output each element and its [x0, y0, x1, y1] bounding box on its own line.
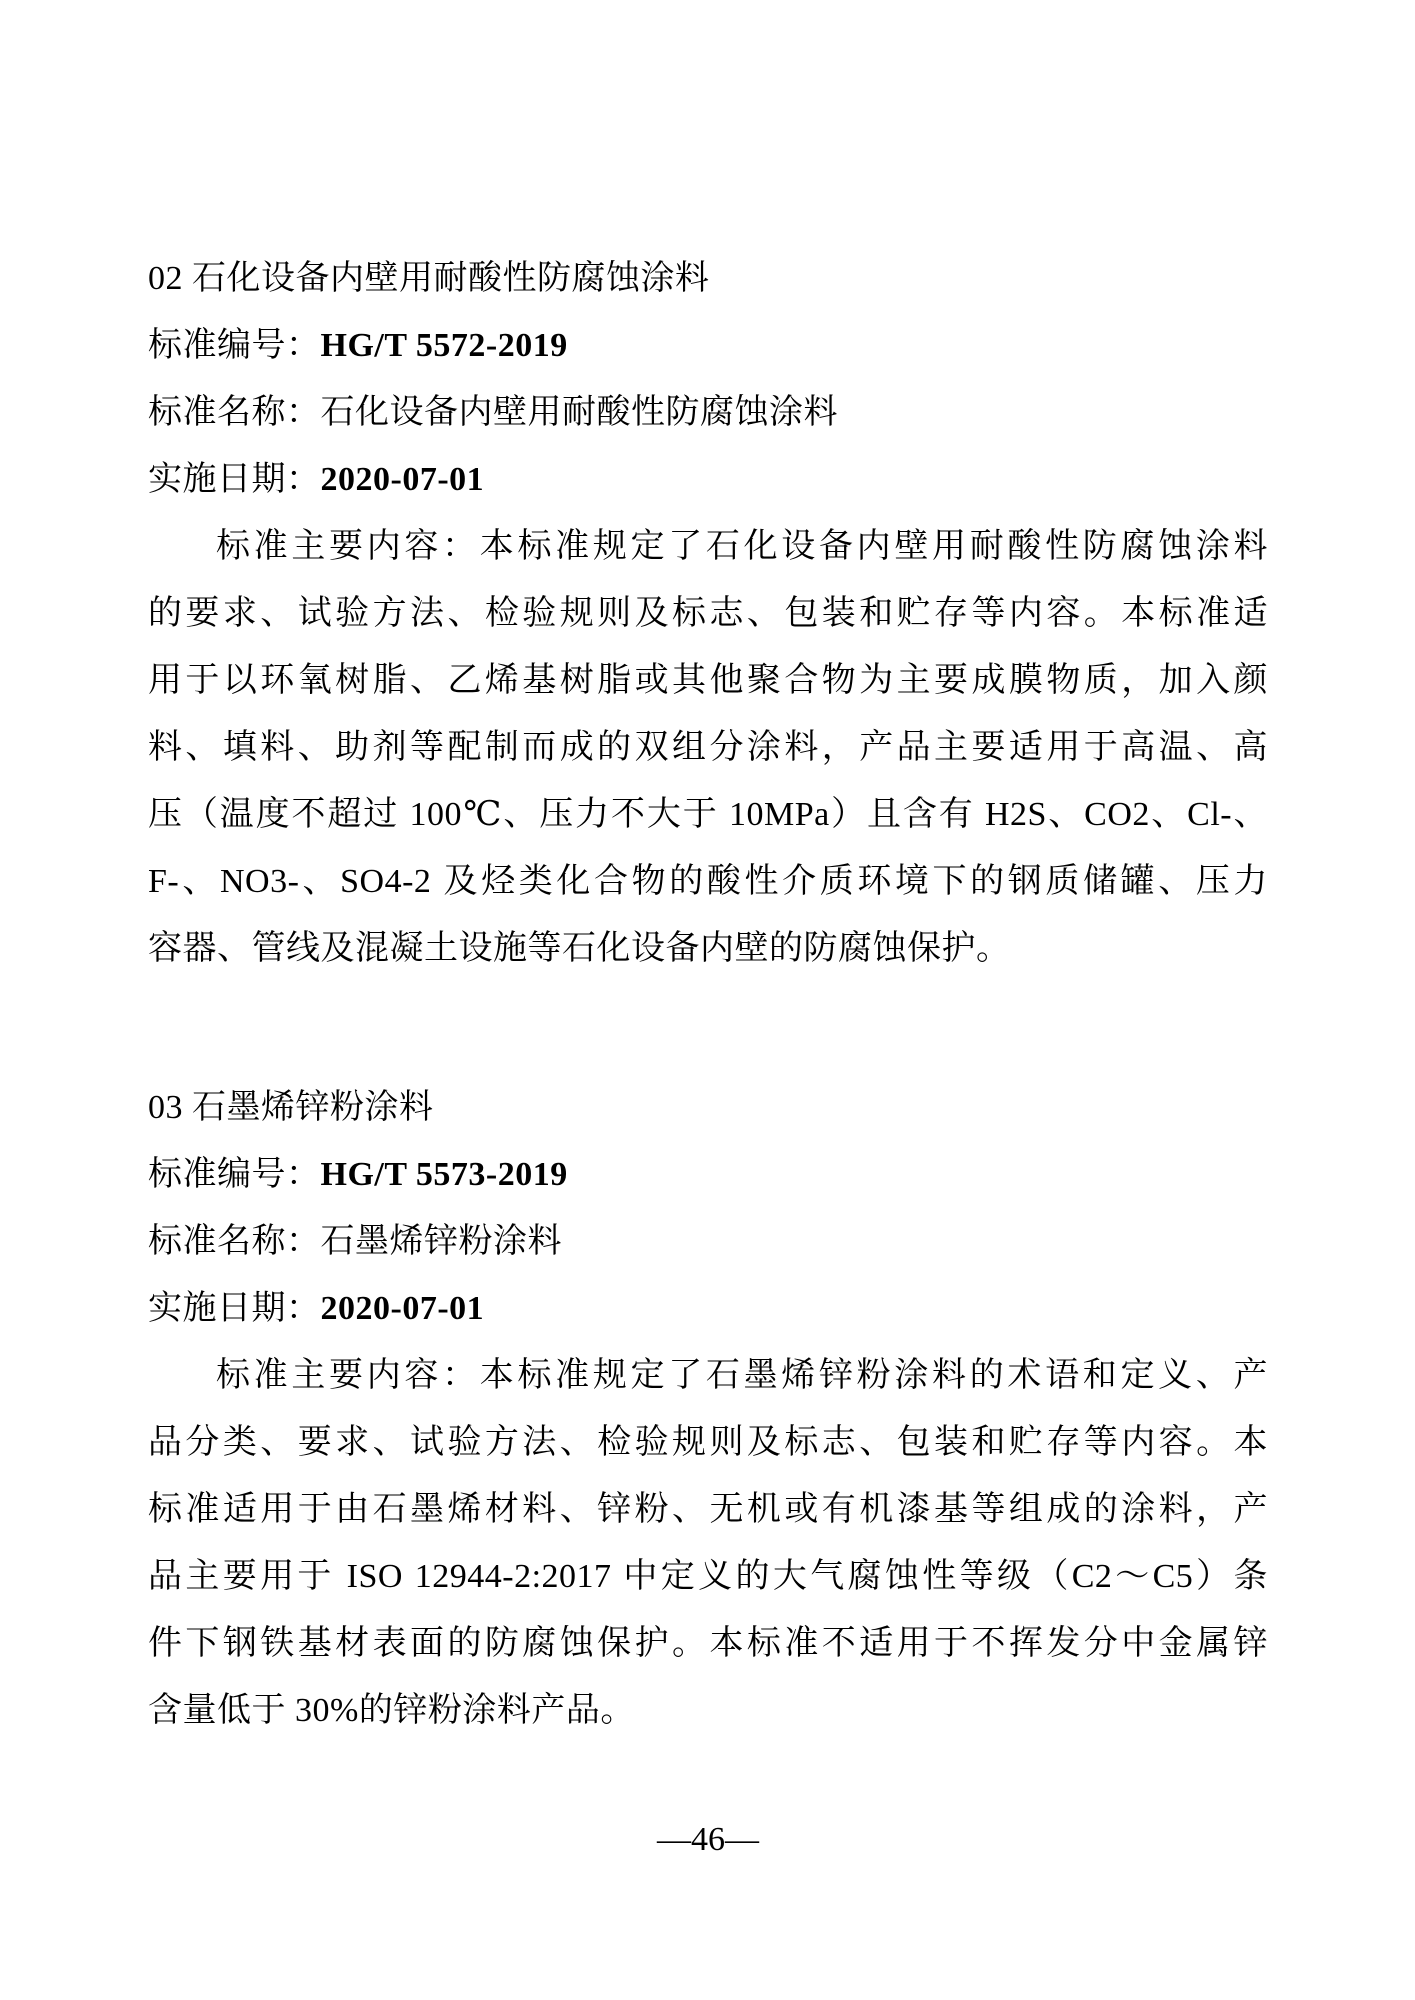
paragraph-line: 用于以环氧树脂、乙烯基树脂或其他聚合物为主要成膜物质，加入颜	[148, 662, 1268, 699]
paragraph-line: 容器、管线及混凝土设施等石化设备内壁的防腐蚀保护。	[148, 930, 1011, 967]
standard-number-label: 标准编号：	[148, 327, 321, 364]
paragraph-line: 件下钢铁基材表面的防腐蚀保护。本标准不适用于不挥发分中金属锌	[148, 1625, 1268, 1662]
standard-number-value: HG/T 5572-2019	[320, 327, 568, 364]
section-divider-space	[148, 982, 1268, 1074]
implementation-date-label: 实施日期：	[148, 1290, 321, 1327]
standard-number-label: 标准编号：	[148, 1156, 321, 1193]
standard-number-row	[148, 312, 1268, 379]
paragraph-line: F-、NO3-、SO4-2 及烃类化合物的酸性介质环境下的钢质储罐、压力	[148, 863, 1268, 900]
standard-name-row	[148, 1208, 1268, 1275]
implementation-date-row	[148, 1275, 1268, 1342]
implementation-date-label: 实施日期：	[148, 461, 321, 498]
paragraph-line: 标准主要内容：本标准规定了石墨烯锌粉涂料的术语和定义、产	[216, 1357, 1268, 1394]
paragraph-line: 的要求、试验方法、检验规则及标志、包装和贮存等内容。本标准适	[148, 595, 1268, 632]
implementation-date-row	[148, 446, 1268, 513]
section-03	[148, 1074, 1268, 1744]
standard-name-value: 石墨烯锌粉涂料	[320, 1223, 562, 1260]
footer-space	[148, 1744, 1268, 1806]
paragraph-line: 含量低于 30%的锌粉涂料产品。	[148, 1692, 635, 1729]
standard-name-value: 石化设备内壁用耐酸性防腐蚀涂料	[320, 394, 838, 431]
paragraph-line: 压（温度不超过 100℃、压力不大于 10MPa）且含有 H2S、CO2、Cl-、	[148, 796, 1268, 833]
implementation-date-value: 2020-07-01	[320, 461, 485, 498]
section-paragraph	[148, 1342, 1268, 1744]
standard-name-row	[148, 379, 1268, 446]
standard-number-value: HG/T 5573-2019	[320, 1156, 568, 1193]
standard-name-label: 标准名称：	[148, 1223, 321, 1260]
paragraph-line: 品分类、要求、试验方法、检验规则及标志、包装和贮存等内容。本	[148, 1424, 1268, 1461]
page-number: —46—	[657, 1821, 759, 1858]
standard-number-row	[148, 1141, 1268, 1208]
implementation-date-value: 2020-07-01	[320, 1290, 485, 1327]
paragraph-line: 标准主要内容：本标准规定了石化设备内壁用耐酸性防腐蚀涂料	[216, 528, 1268, 565]
section-heading: 02 石化设备内壁用耐酸性防腐蚀涂料	[148, 260, 710, 297]
section-heading: 03 石墨烯锌粉涂料	[148, 1089, 434, 1126]
paragraph-line: 标准适用于由石墨烯材料、锌粉、无机或有机漆基等组成的涂料，产	[148, 1491, 1268, 1528]
paragraph-line: 料、填料、助剂等配制而成的双组分涂料，产品主要适用于高温、高	[148, 729, 1268, 766]
section-02	[148, 245, 1268, 982]
section-paragraph	[148, 513, 1268, 982]
standard-name-label: 标准名称：	[148, 394, 321, 431]
paragraph-line: 品主要用于 ISO 12944-2:2017 中定义的大气腐蚀性等级（C2～C5）条	[148, 1558, 1268, 1595]
